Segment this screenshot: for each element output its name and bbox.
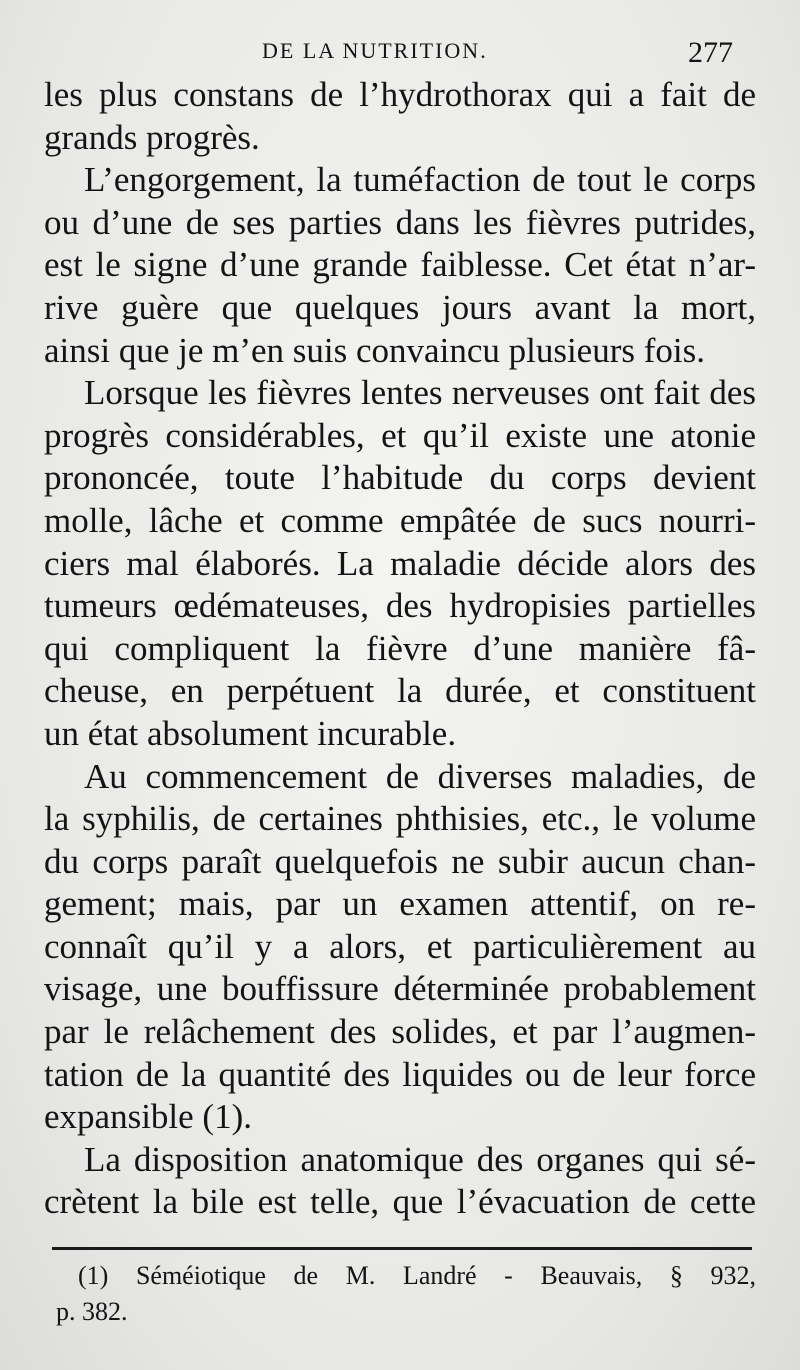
text-line: grands progrès. — [44, 117, 260, 157]
text-line: tation de la quantité des liquides ou de leur force — [44, 1054, 756, 1094]
paragraph-first-line: Lorsque les fièvres lentes nerveuses ont fait des — [84, 373, 756, 413]
text-line: du corps paraît quelquefois ne subir aucun chan- — [44, 841, 756, 881]
text-line: gement; mais, par un examen attentif, on re- — [44, 884, 756, 924]
text-line: visage, une bouffissure déterminée probablement — [44, 969, 756, 1009]
text-line: par le relâchement des solides, et par l’augmen- — [44, 1012, 756, 1052]
text-line: est le signe d’une grande faiblesse. Cet état n’ar- — [44, 245, 756, 285]
paragraph-first-line: Au commencement de diverses maladies, de — [84, 756, 756, 796]
text-line: un état absolument incurable. — [44, 713, 457, 753]
footnote-line: (1) Séméiotique de M. Landré - Beauvais, § 932, — [78, 1261, 756, 1290]
text-line: crètent la bile est telle, que l’évacuation de cette — [44, 1182, 756, 1222]
text-line: la syphilis, de certaines phthisies, etc., le volume — [44, 799, 756, 839]
paragraph-first-line: L’engorgement, la tuméfaction de tout le corps — [84, 160, 756, 200]
text-line: les plus constans de l’hydrothorax qui a fait de — [44, 75, 756, 114]
body-text — [44, 74, 756, 1224]
text-line: cheuse, en perpétuent la durée, et constituent — [44, 671, 756, 711]
text-line: prononcée, toute l’habitude du corps devient — [44, 458, 756, 498]
footnote-line: p. 382. — [56, 1297, 128, 1326]
text-line: molle, lâche et comme empâtée de sucs nourri- — [44, 500, 756, 540]
footnote-rule — [52, 1247, 752, 1250]
text-line: connaît qu’il y a alors, et particulièrement au — [44, 926, 756, 966]
text-line: ciers mal élaborés. La maladie décide alors des — [44, 543, 756, 583]
text-line: rive guère que quelques jours avant la mort, — [44, 287, 756, 327]
text-line: tumeurs œdémateuses, des hydropisies partielles — [44, 586, 756, 626]
text-line: qui compliquent la fièvre d’une manière fâ- — [44, 628, 756, 668]
running-title: DE LA NUTRITION. — [262, 38, 488, 63]
text-line: ou d’une de ses parties dans les fièvres putrides, — [44, 202, 756, 242]
paragraph-first-line: La disposition anatomique des organes qui sé- — [84, 1139, 756, 1179]
text-line: progrès considérables, et qu’il existe une atonie — [44, 415, 756, 455]
text-line: expansible (1). — [44, 1097, 252, 1137]
footnote — [56, 1258, 756, 1330]
text-line: ainsi que je m’en suis convaincu plusieurs fois. — [44, 330, 705, 370]
page-header — [0, 36, 800, 76]
page-number: 277 — [688, 36, 733, 69]
